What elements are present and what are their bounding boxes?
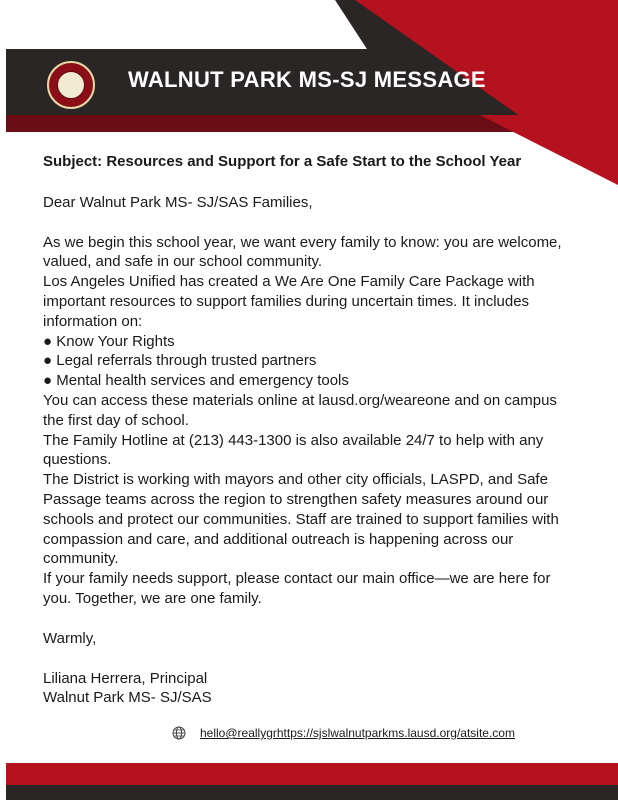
- paragraph-care-package: Los Angeles Unified has created a We Are One Family Care Package with important resources to support families during uncertain times. It includes information on:: [43, 273, 535, 330]
- list-item: ● Know Your Rights: [43, 332, 175, 350]
- footer-link[interactable]: hello@reallygrhttps://sjslwalnutparkms.lausd.org/atsite.com: [200, 726, 515, 740]
- paragraph-district: The District is working with mayors and other city officials, LASPD, and Safe Passage teams across the region to strengthen safety measures around our schools and protect our communities. Staff are trained to support families with compassion and care, and additional outreach is happening across our community.: [43, 471, 559, 568]
- paragraph-welcome: As we begin this school year, we want every family to know: you are welcome, valued, and safe in our school community.: [43, 233, 562, 271]
- footer-contact: [172, 726, 515, 740]
- paragraph-hotline: The Family Hotline at (213) 443-1300 is also available 24/7 to help with any questions.: [43, 431, 544, 469]
- globe-icon: [172, 726, 186, 740]
- signature-name: Liliana Herrera, Principal: [43, 669, 208, 687]
- letter-body: [43, 152, 563, 708]
- letter-subject: Subject: Resources and Support for a Safe Start to the School Year: [43, 153, 522, 170]
- footer-dark-bar: [6, 785, 618, 800]
- footer-red-bar: [6, 763, 618, 785]
- list-item: ● Mental health services and emergency tools: [43, 372, 349, 390]
- school-seal-icon: [47, 61, 95, 109]
- paragraph-access: You can access these materials online at lausd.org/weareone and on campus the first day of school.: [43, 391, 557, 429]
- letter-closing: Warmly,: [43, 629, 97, 647]
- signature-school: Walnut Park MS- SJ/SAS: [43, 689, 212, 707]
- paragraph-support: If your family needs support, please contact our main office—we are here for you. Together, we are one family.: [43, 570, 551, 607]
- page-title: WALNUT PARK MS-SJ MESSAGE: [128, 67, 486, 92]
- letter-greeting: Dear Walnut Park MS- SJ/SAS Families,: [43, 193, 313, 211]
- list-item: ● Legal referrals through trusted partners: [43, 352, 317, 370]
